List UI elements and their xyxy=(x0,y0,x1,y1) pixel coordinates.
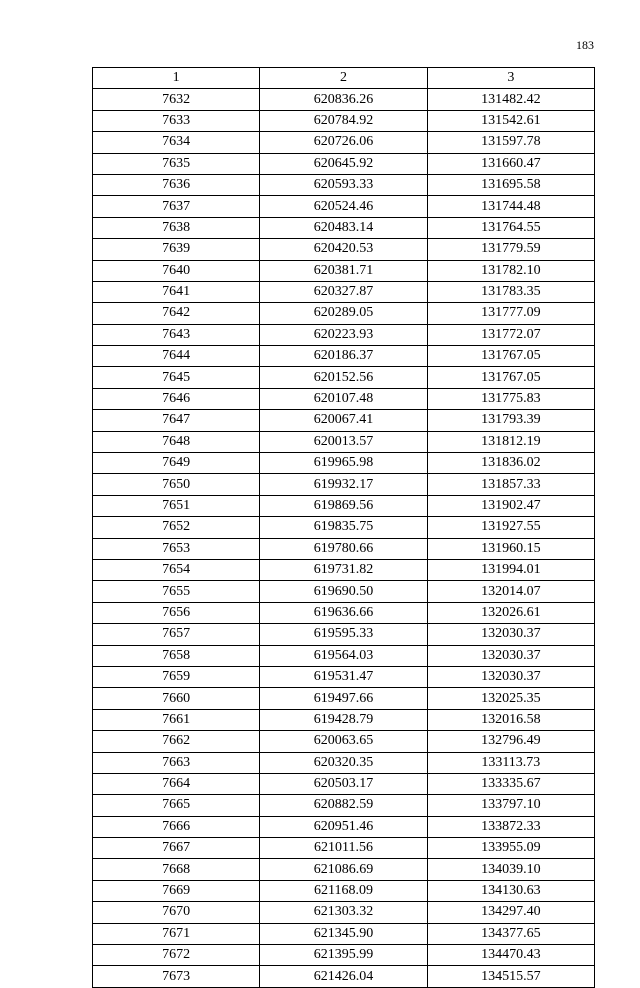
table-cell: 7637 xyxy=(93,196,260,217)
table-cell: 132030.37 xyxy=(427,645,594,666)
table-row xyxy=(93,859,595,880)
table-row xyxy=(93,838,595,859)
table-cell: 131836.02 xyxy=(427,453,594,474)
table-cell: 7672 xyxy=(93,945,260,966)
table-cell: 620289.05 xyxy=(260,303,427,324)
table-row xyxy=(93,538,595,559)
table-cell: 7662 xyxy=(93,731,260,752)
table-cell: 619564.03 xyxy=(260,645,427,666)
table-cell: 620503.17 xyxy=(260,773,427,794)
table-cell: 619595.33 xyxy=(260,624,427,645)
table-row xyxy=(93,880,595,901)
table-row xyxy=(93,602,595,623)
table-cell: 7646 xyxy=(93,388,260,409)
table-row xyxy=(93,324,595,345)
table-row xyxy=(93,89,595,110)
table-cell: 619731.82 xyxy=(260,559,427,580)
table-row xyxy=(93,666,595,687)
table-cell: 620152.56 xyxy=(260,367,427,388)
table-cell: 131927.55 xyxy=(427,517,594,538)
table-row xyxy=(93,559,595,580)
table-cell: 7636 xyxy=(93,174,260,195)
table-cell: 620320.35 xyxy=(260,752,427,773)
table-cell: 132016.58 xyxy=(427,709,594,730)
table-cell: 7669 xyxy=(93,880,260,901)
table-cell: 134515.57 xyxy=(427,966,594,987)
table-cell: 7635 xyxy=(93,153,260,174)
table-cell: 619497.66 xyxy=(260,688,427,709)
table-cell: 133797.10 xyxy=(427,795,594,816)
table-cell: 7664 xyxy=(93,773,260,794)
table-row xyxy=(93,709,595,730)
table-cell: 7668 xyxy=(93,859,260,880)
table-cell: 620186.37 xyxy=(260,346,427,367)
table-cell: 621011.56 xyxy=(260,838,427,859)
table-cell: 7632 xyxy=(93,89,260,110)
table-cell: 619636.66 xyxy=(260,602,427,623)
table-cell: 620327.87 xyxy=(260,281,427,302)
table-row xyxy=(93,495,595,516)
table-cell: 620420.53 xyxy=(260,239,427,260)
table-cell: 619428.79 xyxy=(260,709,427,730)
table-cell: 7641 xyxy=(93,281,260,302)
table-cell: 7640 xyxy=(93,260,260,281)
table-cell: 131960.15 xyxy=(427,538,594,559)
table-cell: 131772.07 xyxy=(427,324,594,345)
table-cell: 7645 xyxy=(93,367,260,388)
table-row xyxy=(93,731,595,752)
table-cell: 621426.04 xyxy=(260,966,427,987)
table-cell: 131775.83 xyxy=(427,388,594,409)
table-row xyxy=(93,388,595,409)
column-header-3: 3 xyxy=(427,68,594,89)
table-cell: 131767.05 xyxy=(427,346,594,367)
table-row xyxy=(93,110,595,131)
table-cell: 7671 xyxy=(93,923,260,944)
table-row xyxy=(93,132,595,153)
table-cell: 131779.59 xyxy=(427,239,594,260)
table-cell: 620645.92 xyxy=(260,153,427,174)
table-cell: 621168.09 xyxy=(260,880,427,901)
table-row xyxy=(93,581,595,602)
table-cell: 619835.75 xyxy=(260,517,427,538)
table-row xyxy=(93,923,595,944)
table-cell: 131597.78 xyxy=(427,132,594,153)
table-row xyxy=(93,752,595,773)
table-cell: 132025.35 xyxy=(427,688,594,709)
table-cell: 132030.37 xyxy=(427,624,594,645)
table-row xyxy=(93,474,595,495)
table-cell: 620951.46 xyxy=(260,816,427,837)
table-cell: 131777.09 xyxy=(427,303,594,324)
table-row xyxy=(93,367,595,388)
table-cell: 134297.40 xyxy=(427,902,594,923)
table-cell: 132030.37 xyxy=(427,666,594,687)
table-cell: 131482.42 xyxy=(427,89,594,110)
table-row xyxy=(93,303,595,324)
table-cell: 131857.33 xyxy=(427,474,594,495)
table-cell: 619869.56 xyxy=(260,495,427,516)
table-cell: 7665 xyxy=(93,795,260,816)
table-cell: 131782.10 xyxy=(427,260,594,281)
table-cell: 620013.57 xyxy=(260,431,427,452)
table-row xyxy=(93,453,595,474)
table-cell: 132014.07 xyxy=(427,581,594,602)
header-row xyxy=(93,68,595,89)
table-cell: 133955.09 xyxy=(427,838,594,859)
table-row xyxy=(93,517,595,538)
table-cell: 131542.61 xyxy=(427,110,594,131)
table-cell: 620524.46 xyxy=(260,196,427,217)
table-cell: 133113.73 xyxy=(427,752,594,773)
table-cell: 7651 xyxy=(93,495,260,516)
table-cell: 7660 xyxy=(93,688,260,709)
table-cell: 131660.47 xyxy=(427,153,594,174)
table-cell: 132026.61 xyxy=(427,602,594,623)
table-cell: 619690.50 xyxy=(260,581,427,602)
table-cell: 133872.33 xyxy=(427,816,594,837)
table-cell: 620593.33 xyxy=(260,174,427,195)
table-cell: 620381.71 xyxy=(260,260,427,281)
column-header-1: 1 xyxy=(93,68,260,89)
table-cell: 7663 xyxy=(93,752,260,773)
table-cell: 7655 xyxy=(93,581,260,602)
table-cell: 620882.59 xyxy=(260,795,427,816)
table-row xyxy=(93,688,595,709)
table-cell: 133335.67 xyxy=(427,773,594,794)
table-cell: 7659 xyxy=(93,666,260,687)
table-cell: 7638 xyxy=(93,217,260,238)
table-cell: 134470.43 xyxy=(427,945,594,966)
table-cell: 7656 xyxy=(93,602,260,623)
table-row xyxy=(93,816,595,837)
page-number: 183 xyxy=(576,38,594,52)
table-cell: 620836.26 xyxy=(260,89,427,110)
table-row xyxy=(93,945,595,966)
table-cell: 7652 xyxy=(93,517,260,538)
table-cell: 132796.49 xyxy=(427,731,594,752)
table-cell: 7647 xyxy=(93,410,260,431)
table-cell: 620483.14 xyxy=(260,217,427,238)
table-cell: 621303.32 xyxy=(260,902,427,923)
table-cell: 619965.98 xyxy=(260,453,427,474)
table-cell: 620067.41 xyxy=(260,410,427,431)
table-cell: 131793.39 xyxy=(427,410,594,431)
table-cell: 619932.17 xyxy=(260,474,427,495)
table-cell: 7658 xyxy=(93,645,260,666)
table-row xyxy=(93,624,595,645)
table-cell: 7654 xyxy=(93,559,260,580)
table-cell: 7649 xyxy=(93,453,260,474)
table-cell: 7666 xyxy=(93,816,260,837)
table-cell: 621395.99 xyxy=(260,945,427,966)
table-row xyxy=(93,153,595,174)
table-cell: 7650 xyxy=(93,474,260,495)
table-cell: 131812.19 xyxy=(427,431,594,452)
table-row xyxy=(93,795,595,816)
table-cell: 621086.69 xyxy=(260,859,427,880)
table-cell: 620223.93 xyxy=(260,324,427,345)
column-header-2: 2 xyxy=(260,68,427,89)
table-cell: 131744.48 xyxy=(427,196,594,217)
table-row xyxy=(93,346,595,367)
table-row xyxy=(93,217,595,238)
table-cell: 7657 xyxy=(93,624,260,645)
table-cell: 7673 xyxy=(93,966,260,987)
table-cell: 621345.90 xyxy=(260,923,427,944)
table-cell: 134130.63 xyxy=(427,880,594,901)
table-row xyxy=(93,410,595,431)
table-cell: 7670 xyxy=(93,902,260,923)
table-row xyxy=(93,239,595,260)
table-cell: 131783.35 xyxy=(427,281,594,302)
table-cell: 131902.47 xyxy=(427,495,594,516)
table-cell: 7661 xyxy=(93,709,260,730)
table-cell: 134377.65 xyxy=(427,923,594,944)
table-cell: 620107.48 xyxy=(260,388,427,409)
table-row xyxy=(93,281,595,302)
table-row xyxy=(93,196,595,217)
table-cell: 134039.10 xyxy=(427,859,594,880)
table-cell: 131764.55 xyxy=(427,217,594,238)
table-cell: 7642 xyxy=(93,303,260,324)
table-header xyxy=(93,68,595,89)
table-row xyxy=(93,645,595,666)
table-cell: 131994.01 xyxy=(427,559,594,580)
table-cell: 620726.06 xyxy=(260,132,427,153)
table-cell: 131695.58 xyxy=(427,174,594,195)
table-row xyxy=(93,431,595,452)
table-cell: 7643 xyxy=(93,324,260,345)
table-cell: 619531.47 xyxy=(260,666,427,687)
table-cell: 131767.05 xyxy=(427,367,594,388)
table-cell: 7667 xyxy=(93,838,260,859)
table-row xyxy=(93,174,595,195)
table-cell: 7644 xyxy=(93,346,260,367)
table-row xyxy=(93,260,595,281)
table-cell: 7634 xyxy=(93,132,260,153)
table-cell: 7633 xyxy=(93,110,260,131)
table-body xyxy=(93,89,595,987)
table-cell: 620784.92 xyxy=(260,110,427,131)
table-cell: 620063.65 xyxy=(260,731,427,752)
table-cell: 619780.66 xyxy=(260,538,427,559)
table-row xyxy=(93,773,595,794)
table-cell: 7639 xyxy=(93,239,260,260)
table-cell: 7648 xyxy=(93,431,260,452)
coordinates-table xyxy=(92,67,595,988)
table-cell: 7653 xyxy=(93,538,260,559)
table-row xyxy=(93,966,595,987)
